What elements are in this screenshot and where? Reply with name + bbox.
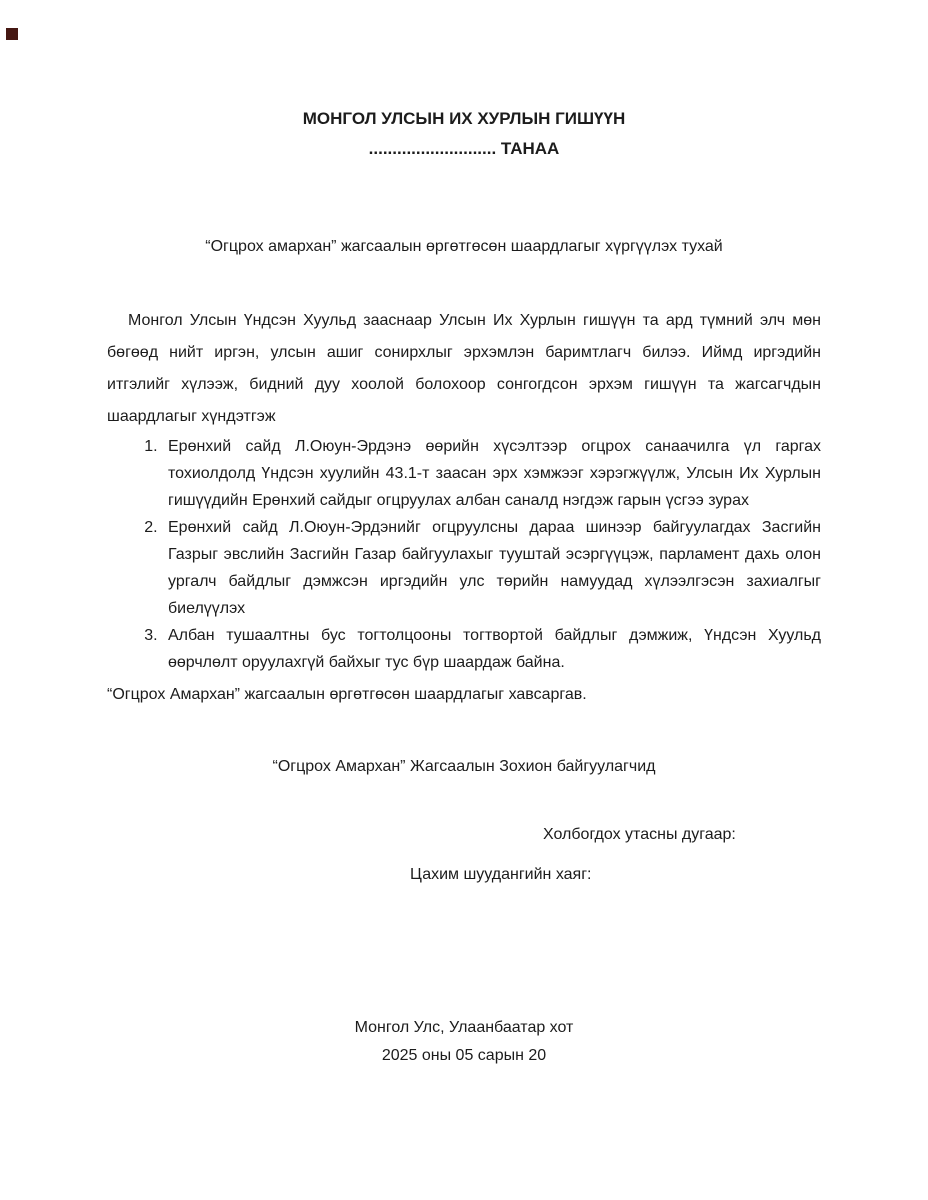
document-header (107, 104, 821, 164)
demand-item: 3. Албан тушаалтны бус тогтолцооны тогтвортой байдлыг дэмжиж, Үндсэн Хуульд өөрчлөлт оруулахгүй байхыг тус бүр шаардаж байна. (162, 622, 821, 676)
header-recipient-line: ........................... ТАНАА (368, 139, 560, 158)
signature-line: “Огцрох Амархан” Жагсаалын Зохион байгуулагчид (272, 758, 656, 775)
footer-date: 2025 оны 05 сарын 20 (381, 1047, 547, 1064)
footer-location: Монгол Улс, Улаанбаатар хот (354, 1019, 574, 1036)
phone-label: Холбогдох утасны дугаар: (543, 826, 736, 843)
demand-item: 2. Ерөнхий сайд Л.Оюун-Эрдэнийг огцруулсны дараа шинээр байгуулагдах Засгийн Газрыг эвслийн Засгийн Газар байгуулахыг тууштай эсэргүүцэж, парламент дахь олон ургалч байдлыг дэмжсэн иргэдийн улс төрийн намуудад хүлээлгэсэн захиалгыг биелүүлэх (162, 514, 821, 622)
corner-mark (6, 28, 18, 40)
demand-item: 1. Ерөнхий сайд Л.Оюун-Эрдэнэ өөрийн хүсэлтээр огцрох санаачилга үл гаргах тохиолдолд Үндсэн хуулийн 43.1-т заасан эрх хэмжээг хэрэгжүүлж, Улсын Их Хурлын гишүүдийн Ерөнхий сайдыг огцруулах албан саналд нэгдэж гарын үсгээ зурах (162, 433, 821, 514)
email-label: Цахим шуудангийн хаяг: (410, 866, 592, 883)
attachment-note: “Огцрох Амархан” жагсаалын өргөтгөсөн шаардлагыг хавсаргав. (107, 686, 587, 703)
header-title: МОНГОЛ УЛСЫН ИХ ХУРЛЫН ГИШҮҮН (302, 109, 626, 128)
demand-list (107, 433, 821, 676)
intro-paragraph: Монгол Улсын Үндсэн Хуульд зааснаар Улсын Их Хурлын гишүүн та ард түмний элч мөн бөгөөд нийт иргэн, улсын ашиг сонирхлыг эрхэмлэн баримтлагч билээ. Иймд иргэдийн итгэлийг хүлээж, бидний дуу хоолой болохоор сонгогдсон эрхэм гишүүн та жагсагчдын шаардлагыг хүндэтгэж (107, 312, 821, 425)
subject-line: “Огцрох амархан” жагсаалын өргөтгөсөн шаардлагыг хүргүүлэх тухай (205, 238, 723, 255)
